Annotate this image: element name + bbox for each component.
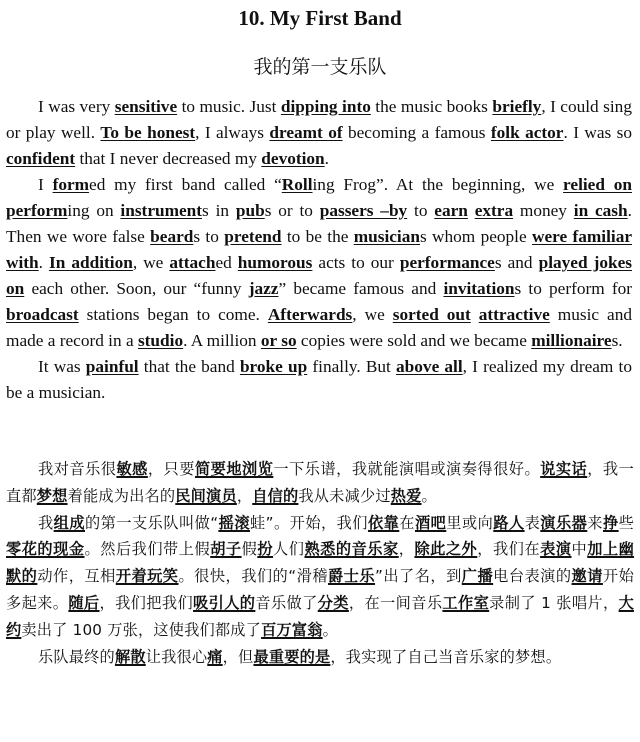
- keyword: millionaire: [531, 331, 612, 350]
- english-passage: [6, 94, 632, 406]
- text-run: .: [38, 253, 49, 272]
- text-run: becoming a famous: [342, 123, 491, 142]
- keyword: Roll: [281, 175, 313, 194]
- text-run: 人们: [273, 540, 305, 559]
- keyword: To be honest: [100, 123, 196, 142]
- text-run: I was very: [38, 97, 115, 116]
- keyword: 分类: [317, 593, 349, 612]
- text-run: 一下乐谱，我就能演唱或演奏得很好。: [273, 460, 541, 478]
- text-run: ，我们把我们: [99, 593, 194, 612]
- keyword: 大约: [6, 593, 634, 639]
- text-run: music and made a record in a: [6, 305, 632, 350]
- chinese-paragraph-2: [6, 510, 634, 644]
- text-run: each other. Soon, our “funny: [24, 279, 249, 298]
- text-run: to be the: [281, 227, 354, 246]
- keyword: pub: [235, 201, 265, 220]
- keyword: 最重要的是: [253, 647, 331, 666]
- text-run: , we: [352, 305, 393, 324]
- text-run: s whom people: [419, 227, 532, 246]
- keyword: 组成: [53, 513, 85, 532]
- keyword: painful: [85, 357, 139, 376]
- keyword: jazz: [248, 279, 279, 298]
- keyword: 民间演员: [175, 486, 237, 505]
- chinese-paragraph-3: [6, 644, 634, 671]
- keyword: 音乐家: [351, 540, 399, 559]
- text-run: 。很快，我们的“滑稽: [178, 567, 328, 586]
- text-run: ing Frog”. At the beginning, we: [312, 175, 564, 194]
- keyword: 加上幽默的: [6, 540, 635, 586]
- text-run: ”出了名，到: [375, 567, 462, 586]
- text-run: 来: [587, 513, 603, 532]
- keyword: 爵士乐: [327, 567, 376, 586]
- keyword: briefly: [492, 97, 542, 116]
- keyword: 敏感: [116, 460, 148, 478]
- keyword: relied on: [563, 175, 633, 194]
- keyword: 痛: [207, 647, 223, 666]
- text-run: 的第一支乐队叫做“: [85, 513, 219, 532]
- text-run: 我从未减少过: [298, 486, 391, 505]
- text-run: 开始多起来。: [6, 567, 634, 612]
- keyword: 表演: [540, 540, 572, 559]
- text-run: 我对音乐很: [38, 460, 117, 478]
- keyword: 零花的现金: [6, 540, 85, 559]
- text-run: ，我一直都: [6, 460, 635, 505]
- text-run: 让我很心: [145, 647, 208, 666]
- keyword: or so: [260, 331, 297, 350]
- text-run: , I could sing or play well.: [6, 97, 632, 142]
- keyword: studio: [137, 331, 184, 350]
- text-run: . I was so: [563, 123, 632, 142]
- text-run: ，在一间音乐: [348, 593, 443, 612]
- keyword: 演乐器: [540, 513, 588, 532]
- text-run: , I always: [195, 123, 270, 142]
- text-run: the music books: [370, 97, 493, 116]
- keyword: form: [52, 175, 90, 194]
- keyword: 工作室: [442, 593, 490, 612]
- text-run: 。: [421, 486, 437, 505]
- keyword: earn: [434, 201, 468, 220]
- keyword: 热爱: [390, 486, 422, 505]
- chinese-passage: [6, 456, 634, 670]
- keyword: humorous: [237, 253, 313, 272]
- text-run: s and: [494, 253, 539, 272]
- text-run: ，但: [222, 647, 254, 666]
- keyword: 熟悉的: [304, 540, 352, 559]
- keyword: 说实话: [540, 460, 588, 478]
- text-run: finally. But: [307, 357, 397, 376]
- text-run: , I realized my dream to be a musician.: [6, 357, 632, 402]
- text-run: It was: [38, 357, 86, 376]
- text-run: 卖出了 100 万张，这使我们都成了: [21, 620, 262, 639]
- keyword: devotion: [261, 149, 325, 168]
- keyword: perform: [6, 201, 68, 220]
- keyword: musician: [353, 227, 420, 246]
- keyword: 开着玩笑: [115, 567, 179, 586]
- keyword: played jokes on: [6, 253, 632, 298]
- text-run: s to perform for: [514, 279, 632, 298]
- keyword: 解散: [114, 647, 146, 666]
- text-run: ed: [215, 253, 238, 272]
- text-run: copies were sold and we became: [296, 331, 532, 350]
- text-run: ，只要: [147, 460, 195, 478]
- text-run: ，我实现了自己当音乐家的梦想。: [330, 647, 562, 666]
- text-run: acts to our: [312, 253, 400, 272]
- keyword: beard: [150, 227, 194, 246]
- keyword: 简要地浏览: [194, 460, 274, 478]
- chinese-title: 我的第一支乐队: [253, 56, 387, 78]
- keyword: folk actor: [490, 123, 564, 142]
- text-run: 电台表演的: [493, 567, 572, 586]
- keyword: sensitive: [114, 97, 178, 116]
- text-run: s to: [193, 227, 225, 246]
- text-run: 表: [524, 513, 541, 532]
- text-run: money: [513, 201, 574, 220]
- keyword: 路人: [493, 513, 525, 532]
- text-run: I: [38, 175, 53, 194]
- english-paragraph-1: [6, 94, 632, 172]
- text-run: 动作，互相: [37, 567, 116, 586]
- keyword: in cash: [573, 201, 628, 220]
- keyword: attach: [169, 253, 216, 272]
- text-run: .: [324, 149, 329, 168]
- english-paragraph-3: [6, 354, 632, 406]
- english-paragraph-2: [6, 172, 632, 354]
- text-run: ，: [236, 486, 253, 505]
- text-run: stations began to come.: [78, 305, 268, 324]
- text-run: 蛙”。开始，我们: [249, 513, 368, 532]
- keyword: performance: [399, 253, 495, 272]
- keyword: 除此之外: [414, 540, 478, 559]
- text-run: 里或向: [446, 513, 494, 532]
- keyword: In addition: [49, 253, 133, 272]
- keyword: 随后: [68, 593, 100, 612]
- text-run: 些: [618, 513, 635, 532]
- text-run: s.: [611, 331, 623, 350]
- text-run: 。: [322, 620, 339, 639]
- keyword: 酒吧: [414, 513, 447, 532]
- keyword: pretend: [224, 227, 282, 246]
- text-run: , we: [132, 253, 170, 272]
- keyword: attractive: [478, 305, 550, 324]
- text-run: to: [407, 201, 435, 220]
- text-run: 乐队最终的: [38, 647, 115, 666]
- keyword: 胡子: [210, 540, 242, 559]
- text-run: 。然后我们带上假: [84, 540, 211, 559]
- keyword: above all: [396, 357, 463, 376]
- chinese-paragraph-1: [6, 456, 634, 510]
- text-run: [468, 201, 475, 220]
- keyword: invitation: [443, 279, 515, 298]
- text-run: 在: [399, 513, 415, 532]
- keyword: 吸引人的: [193, 593, 256, 612]
- text-run: ed my first band called “: [89, 175, 282, 194]
- text-run: s in: [202, 201, 236, 220]
- text-run: to music. Just: [177, 97, 281, 116]
- text-run: that the band: [138, 357, 240, 376]
- keyword: passers –by: [319, 201, 408, 220]
- text-run: ，: [398, 540, 415, 559]
- text-run: ” became famous and: [278, 279, 444, 298]
- text-run: . Then we wore false: [6, 201, 632, 246]
- keyword: 梦想: [36, 486, 68, 505]
- text-run: . A million: [183, 331, 261, 350]
- text-run: 假: [241, 540, 258, 559]
- keyword: 扮: [257, 540, 274, 559]
- keyword: broadcast: [6, 305, 79, 324]
- keyword: instrument: [120, 201, 203, 220]
- keyword: broke up: [239, 357, 308, 376]
- text-run: 我: [38, 513, 54, 532]
- text-run: s or to: [264, 201, 320, 220]
- text-run: 着能成为出名的: [67, 486, 176, 505]
- text-run: ，我们在: [477, 540, 541, 559]
- keyword: dipping into: [280, 97, 371, 116]
- keyword: were familiar with: [6, 227, 633, 272]
- keyword: confident: [6, 149, 76, 168]
- text-run: that I never decreased my: [75, 149, 262, 168]
- keyword: dreamt of: [269, 123, 343, 142]
- keyword: 邀请: [571, 567, 603, 586]
- text-run: 音乐做了: [255, 593, 318, 612]
- keyword: Afterwards: [267, 305, 353, 324]
- text-run: [471, 305, 479, 324]
- text-run: 中: [571, 540, 588, 559]
- keyword: 百万富翁: [261, 620, 323, 639]
- keyword: 摇滚: [218, 513, 250, 532]
- keyword: extra: [474, 201, 514, 220]
- keyword: 挣: [602, 513, 619, 532]
- lesson-title: 10. My First Band: [238, 6, 402, 30]
- keyword: 依靠: [367, 513, 400, 532]
- keyword: sorted out: [392, 305, 471, 324]
- text-run: 录制了 1 张唱片，: [489, 593, 619, 612]
- keyword: 自信的: [252, 486, 299, 505]
- keyword: 广播: [461, 567, 494, 586]
- text-run: ing on: [67, 201, 121, 220]
